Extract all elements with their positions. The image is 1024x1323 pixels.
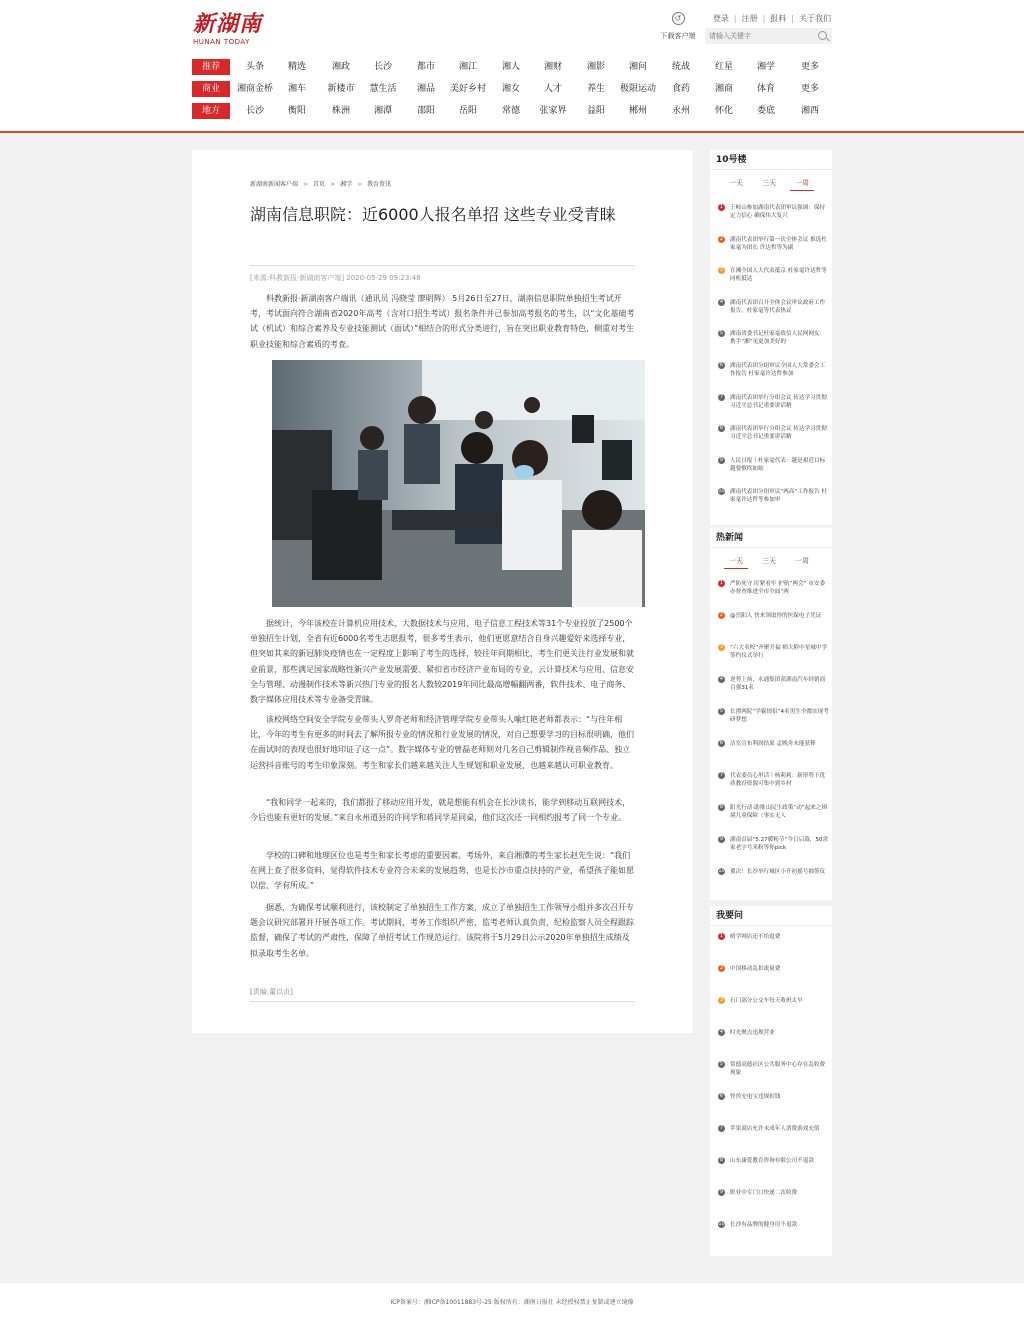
sidebar-list-item[interactable] (718, 804, 830, 820)
article-paragraph: 该校网络空间安全学院专业带头人罗奇老师和经济管理学院专业带头人喻红艳老师都表示：“与往年相比，今年的考生有更多的时间去了解所报专业的情况和行业发展的情况，对自己想要学习的目标很明确，他们在面试时的表现也很好地印证了这一点”。数字媒体专业的曾磊老师则对几名自己剪辑制作视音频作品、独立运营抖音账号的考生印象深刻。考生和家长们越来越关注人生规划和职业发展，也越来越认可职业教育。 (250, 715, 634, 770)
rank-badge: 8 (719, 804, 724, 810)
rank-badge: 2 (719, 965, 724, 971)
sidebar-tabs (710, 548, 832, 570)
nav-item[interactable]: 张家界 (539, 106, 567, 116)
sidebar-list-item[interactable] (718, 1189, 830, 1197)
sidebar-list-item[interactable] (718, 836, 830, 852)
article-paragraph: 据统计，今年该校在计算机应用技术、大数据技术与应用、电子信息工程技术等31个专业投放了2500个单独招生计划，全省有近6000名考生志愿报考，很多考生表示，他们更愿意结合自身兴趣爱好来选择专业，但突如其来的新冠肺炎疫情也在一定程度上影响了考生的选择，较往年同期相比，考生们更关注行业发展和就业前景，那些满足国家战略性新兴产业发展需要、紧扣省市经济产业布局的专业，云计算技术与应用、信息安全与管理、动漫制作技术等新兴热门专业的报名人数较2019年同比最高增幅翻两番，软件技术、电子商务、数字媒体应用技术等专业备受青睐。 (250, 619, 634, 705)
nav-row-business (192, 81, 832, 97)
sidebar-item-text: 常德高德社区公共服务中心存在乱收费现象 (730, 1062, 826, 1076)
nav-item[interactable]: 株洲 (331, 106, 350, 116)
rank-badge: 8 (719, 425, 724, 432)
rank-badge: 4 (719, 298, 724, 305)
breadcrumb-item[interactable]: 湘学 (340, 181, 353, 188)
nav-item[interactable]: 长沙 (245, 106, 264, 116)
nav-item[interactable]: 红星 (714, 62, 733, 72)
nav-item[interactable]: 湘政 (331, 62, 350, 72)
sidebar-tabs (710, 170, 832, 192)
article-paragraph: 学校的口碑和地理区位也是考生和家长考虑的重要因素。考场外，来自湘潭的考生家长赵先生说：“我们在网上查了很多资料，觉得软件技术专业符合未来的发展趋势，也是长沙市重点扶持的产业，希望孩子能如愿以偿、学有所成。” (250, 851, 634, 891)
report-link[interactable]: 报料 (770, 14, 787, 23)
sidebar-list-item[interactable] (718, 267, 830, 283)
nav-item[interactable]: 娄底 (756, 106, 775, 116)
sidebar-item-text: 苹果商店允许未成年人消费游戏充值 (730, 1126, 820, 1132)
article-editor: [责编:董以贞] (250, 988, 293, 996)
rank-badge: 3 (719, 267, 724, 274)
rank-badge: 3 (719, 997, 724, 1003)
download-client[interactable] (656, 12, 700, 41)
tab-one-day[interactable]: 一天 (724, 556, 748, 569)
sidebar-list-item[interactable] (718, 425, 830, 441)
nav-tag[interactable]: 商业 (192, 81, 230, 97)
nav-row-local (192, 103, 832, 119)
nav-item[interactable]: 精选 (287, 62, 306, 72)
sidebar-item-text: 长潭两院“学霸情侣”4名男生全都实现考研梦想 (730, 709, 829, 723)
sidebar-item-text: 阳光行动·助推山民生政策“动”起来之困境儿童保障（事实无人 (730, 805, 828, 819)
sidebar-title: 我要问 (710, 906, 832, 926)
nav-item[interactable]: 更多 (800, 84, 819, 94)
sidebar-item-text: 洁室宣布利润结果 孟晚舟未能获释 (730, 741, 816, 747)
rank-badge: 9 (719, 1189, 724, 1195)
nav-item[interactable]: 人才 (543, 84, 562, 94)
nav-item[interactable]: 统战 (671, 62, 690, 72)
sidebar-list-item[interactable] (718, 965, 830, 973)
top-links: 登录 | 注册 | 报料 | 关于我们 (712, 14, 831, 23)
nav-item[interactable]: 新楼市 (327, 84, 355, 94)
search-input[interactable] (705, 28, 832, 44)
breadcrumb: 新湖南新闻客户端 > 首页 > 湘学 > 教育资讯 (250, 181, 392, 188)
nav-item[interactable]: 湘财 (543, 62, 562, 72)
nav-item[interactable]: 郴州 (628, 106, 647, 116)
nav-item[interactable]: 湘西 (800, 106, 819, 116)
nav-item[interactable]: 湘问 (628, 62, 647, 72)
sidebar-list-item[interactable] (718, 772, 830, 788)
rank-badge: 2 (719, 235, 724, 242)
nav-item[interactable]: 美好乡村 (449, 84, 486, 94)
sidebar-list-item[interactable] (718, 204, 830, 220)
sidebar-item-text: 王岐山参加湖南代表团审议强调：保持定力信心 确保伟大复兴 (730, 205, 826, 219)
logo-en: HUNAN TODAY (193, 38, 250, 46)
sidebar-item-text: @岳阳人 快来领取你的医保电子凭证 (730, 613, 822, 619)
about-link[interactable]: 关于我们 (799, 14, 831, 23)
nav-item[interactable]: 永州 (671, 106, 690, 116)
breadcrumb-item[interactable]: 新湖南新闻客户端 (250, 181, 299, 188)
sidebar-item-text: 湖南代表团召开全体会议审议政府工作报告，杜家毫等代表热议 (730, 299, 826, 314)
sidebar-item-text: “六大名校”齐聚开福 师大附中星城中学签约仪式举行 (730, 645, 828, 659)
rank-badge: 10 (718, 868, 725, 874)
search-icon[interactable] (818, 31, 827, 40)
article-title: 湖南信息职院：近6000人报名单招 这些专业受青睐 (250, 205, 616, 224)
nav-tag[interactable]: 地方 (192, 103, 230, 119)
divider (250, 265, 635, 266)
nav-row-recommend (192, 59, 832, 75)
nav-item[interactable]: 湘人 (501, 62, 520, 72)
sidebar-item-text: 逆势上扬，永通集团获湖南汽车经销商百强31名 (730, 677, 826, 691)
breadcrumb-item[interactable]: 教育资讯 (367, 181, 392, 188)
sidebar-panel-hot-news (710, 528, 832, 900)
nav-item[interactable]: 慧生活 (369, 84, 397, 94)
nav-item[interactable]: 都市 (416, 62, 435, 72)
nav-item[interactable]: 养生 (586, 84, 605, 94)
sidebar-list-item[interactable] (718, 580, 830, 596)
sidebar-list-item[interactable] (718, 612, 830, 620)
rank-badge: 1 (719, 933, 724, 939)
rank-badge: 2 (719, 612, 724, 618)
rank-badge: 4 (719, 1029, 724, 1035)
sidebar-list-item[interactable] (718, 740, 830, 748)
nav-item[interactable]: 常德 (501, 106, 520, 116)
nav-item[interactable]: 极限运动 (619, 84, 656, 94)
rank-badge: 3 (719, 644, 724, 650)
sidebar-list-item[interactable] (718, 488, 830, 504)
sidebar-panel-10hao (710, 150, 832, 525)
nav-item[interactable]: 湘商 (714, 84, 733, 94)
rank-badge: 6 (719, 1093, 724, 1099)
nav-item[interactable]: 湘品 (416, 84, 435, 94)
sidebar-item-text: 湖南代表团举行第一次全体会议 推选杜家毫为团长 许达哲等为副 (730, 236, 827, 251)
logo-cn: 新湖南 (193, 11, 263, 37)
tab-three-days[interactable]: 三天 (762, 179, 776, 187)
article-photo (272, 360, 645, 607)
sidebar-item-text: 湖南代表团分组审议全国人大常委会工作报告 杜家毫许达哲参加 (730, 363, 826, 377)
tab-one-week[interactable]: 一周 (790, 178, 814, 191)
divider (250, 1001, 635, 1002)
sidebar-item-text: 严防死守 盯紧看牢 护航“两会” 市安委办督查推进全市全面“两 (730, 581, 826, 595)
sidebar-item-text: 石门部分公交车每天收班太早 (730, 998, 803, 1004)
nav-item[interactable]: 邵阳 (416, 106, 435, 116)
nav-item[interactable]: 更多 (800, 62, 819, 72)
nav-item[interactable]: 湘潭 (373, 106, 392, 116)
sidebar-item-text: 湖南省委书记杜家毫致信人民网网友：携手“湘”见更加美好的 (730, 331, 826, 346)
sidebar-item-text: 中国移动乱扣流量费 (730, 966, 781, 972)
sidebar-list-item[interactable] (718, 1093, 830, 1101)
sidebar-list-item[interactable] (718, 644, 830, 660)
phone-icon: ↺ (672, 12, 685, 25)
rank-badge: 9 (719, 836, 724, 842)
nav-item[interactable]: 体育 (756, 84, 775, 94)
nav-item[interactable]: 衡阳 (287, 106, 306, 116)
download-client-label: 下载客户端 (660, 32, 696, 40)
sidebar-list-item[interactable] (718, 330, 830, 346)
rank-badge: 5 (719, 1061, 724, 1067)
login-link[interactable]: 登录 (712, 14, 729, 23)
sidebar-list-item[interactable] (718, 997, 830, 1005)
rank-badge: 1 (719, 204, 724, 210)
nav-tag[interactable]: 推荐 (192, 59, 230, 75)
exam-room-photo (272, 360, 645, 607)
sidebar-title: 热新闻 (710, 528, 832, 548)
tab-one-day[interactable]: 一天 (729, 179, 743, 187)
rank-badge: 1 (719, 580, 724, 586)
article-meta: [来源:科教新报·新湖南客户端] 2020-05-29 09:23:48 (250, 274, 421, 282)
site-footer: ICP备案号：湘ICP备10011883号-25 版权所有：湖南日报社 未经授权禁止复制或建立镜像 (0, 1283, 1024, 1323)
sidebar-list-item[interactable] (718, 708, 830, 724)
sidebar-list-item[interactable] (718, 676, 830, 692)
breadcrumb-item[interactable]: 首页 (313, 181, 326, 188)
nav-item[interactable]: 益阳 (586, 106, 605, 116)
nav-item[interactable]: 湘女 (501, 84, 520, 94)
sidebar-list-item[interactable] (718, 299, 830, 315)
sidebar-list-item[interactable] (718, 1125, 830, 1133)
sidebar-list-item[interactable] (718, 1157, 830, 1165)
sidebar-panel-ask (710, 906, 832, 1256)
sidebar-list-item[interactable] (718, 1221, 830, 1229)
nav-item[interactable]: 食药 (671, 84, 690, 94)
tab-three-days[interactable]: 三天 (762, 557, 776, 565)
sidebar-list-item[interactable] (718, 236, 830, 252)
rank-badge: 7 (719, 1125, 724, 1131)
rank-badge: 8 (719, 1157, 724, 1163)
rank-badge: 9 (719, 456, 724, 463)
sidebar-list-item[interactable] (718, 457, 830, 473)
sidebar-item-text: 职业中专门口快递二次收费 (730, 1190, 798, 1196)
rank-badge: 7 (719, 772, 724, 778)
nav-item[interactable]: 头条 (245, 62, 264, 72)
rank-badge: 6 (719, 362, 724, 368)
nav-item[interactable]: 湘商金桥 (236, 84, 273, 94)
rank-badge: 10 (718, 1221, 725, 1227)
rank-badge: 4 (719, 676, 724, 682)
article-paragraph: 据悉，为确保考试顺利进行，该校制定了单独招生工作方案，成立了单独招生工作领导小组并多次召开专题会议研究部署并开展各项工作。考试期间，考务工作组织严密，监考老师认真负责，纪检监察人员全程跟踪监督，确保了考试的严肃性，保障了单招考试工作规范运行。该院将于5月29日公示2020年单独招生成绩及拟录取考生名单。 (250, 903, 634, 958)
nav-item[interactable]: 怀化 (714, 106, 733, 116)
register-link[interactable]: 注册 (741, 14, 758, 23)
rank-badge: 6 (719, 740, 724, 746)
site-header (0, 0, 1024, 133)
nav-item[interactable]: 湘影 (586, 62, 605, 72)
sidebar-item-text: 怪兽充电宝违规扣钱 (730, 1094, 781, 1100)
sidebar-title: 10号楼 (710, 150, 832, 170)
sidebar-item-text: 湖南代表团举行分组会议 传达学习贯彻习近平总书记重要讲话精 (730, 426, 827, 441)
sidebar-item-text: 湖南代表团分组审议“两高”工作报告 杜家毫许达哲等参加审 (730, 489, 828, 504)
article-paragraph: 科教新报·新湖南客户端讯（通讯员 冯晓莹 廖明辉） 5月26日至27日，湖南信息职院单独招生考试开考，考试面向符合湖南省2020年高考（含对口招生考试）报名条件并已参加高考报名的考生，以“文化基础考试（机试）和综合素养及专业技能测试（面试）”相结合的形式分类进行，旨在突出职业教育特色，侧重对考生职业技能和综合素质的考查。 (250, 294, 635, 349)
site-logo[interactable] (193, 12, 263, 48)
sidebar-item-text: 晴学网店还不给退费 (730, 934, 781, 940)
sidebar-list-item[interactable] (718, 1029, 830, 1037)
sidebar-item-text: 湖南首届“5.27暖粉节”今日启幕，50余家老字号米粉等你pick (730, 837, 829, 851)
sidebar-list-item[interactable] (718, 868, 830, 876)
sidebar-list-item[interactable] (718, 394, 830, 410)
nav-item[interactable]: 长沙 (373, 62, 392, 72)
nav-item[interactable]: 湘车 (287, 84, 306, 94)
rank-badge: 5 (719, 330, 724, 337)
sidebar-item-text: 代表委员心里话｜杨莉莉：新形势下优质教育资源可集中到乡村 (730, 773, 826, 787)
sidebar-item-text: 长沙有品牌的健身房不退款 (730, 1222, 798, 1228)
sidebar-item-text: 在湘全国人大代表抵京 杜家毫许达哲等同机抵达 (730, 268, 827, 283)
sidebar-item-text: 湖南代表团举行分组会议 传达学习贯彻习近平总书记重要讲话精 (730, 394, 827, 409)
rank-badge: 10 (718, 488, 725, 495)
rank-badge: 7 (719, 393, 724, 400)
nav-item[interactable]: 岳阳 (458, 106, 477, 116)
tab-one-week[interactable]: 一周 (795, 557, 809, 565)
nav-item[interactable]: 湘学 (756, 62, 775, 72)
sidebar-list-item[interactable] (718, 1061, 830, 1077)
sidebar-list-item[interactable] (718, 362, 830, 378)
sidebar-list-item[interactable] (718, 933, 830, 941)
sidebar-item-text: 山东康爱教育咨询有限公司不退款 (730, 1158, 814, 1164)
sidebar-item-text: 人民日报丨杜家毫代表：越是艰近目标 越要慎终如始 (730, 457, 826, 472)
nav-item[interactable]: 湘江 (458, 62, 477, 72)
sidebar-item-text: 时光聚点违规营业 (730, 1030, 775, 1036)
rank-badge: 5 (719, 708, 724, 714)
article-paragraph: “我和同学一起来的，我们都报了移动应用开发，就是想能有机会在长沙读书，能学到移动互联网技术，今后也能有更好的发展。”来自永州道县的许同学和蒋同学是同桌，他们这次还一同相约报考了同一个专业。 (250, 798, 631, 823)
article-panel (192, 150, 693, 1033)
sidebar-item-text: 冀次！长沙举行城区小升初摇号抽签仪 (730, 869, 826, 875)
